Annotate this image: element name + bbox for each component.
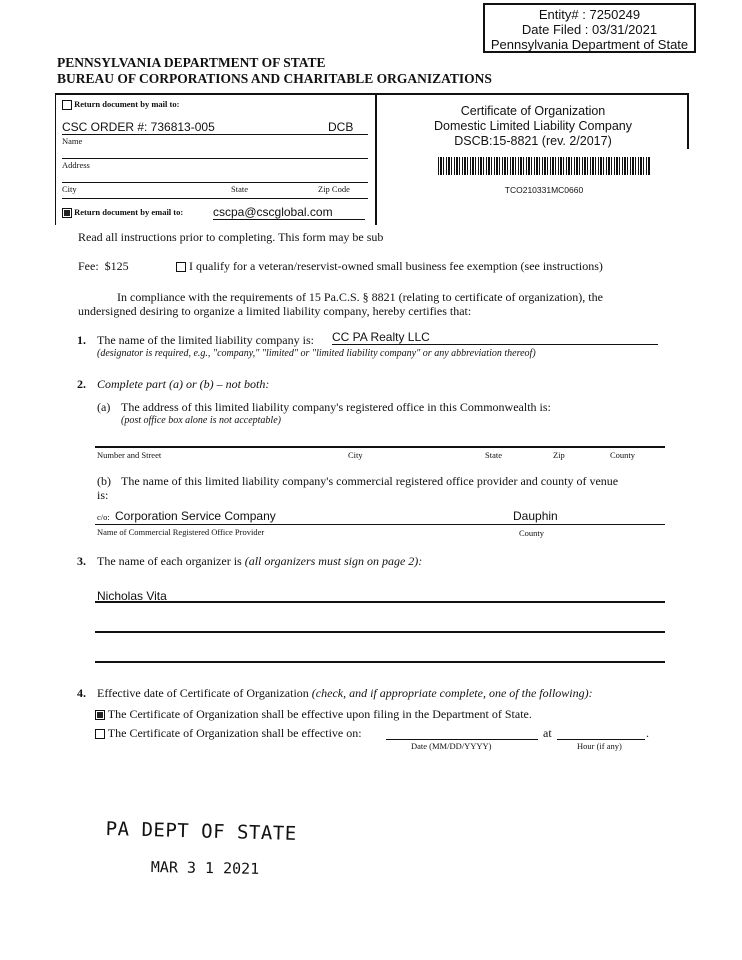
received-stamp-dept: PA DEPT OF STATE	[105, 818, 297, 845]
item3-note: (all organizers must sign on page 2):	[244, 554, 423, 568]
order-name-value[interactable]: CSC ORDER #: 736813-005	[62, 120, 215, 134]
city-label: City	[62, 184, 77, 194]
return-email-checkbox[interactable]	[62, 208, 72, 218]
name-line	[62, 134, 368, 135]
form-title-line1: Certificate of Organization	[460, 104, 606, 118]
period-mark: .	[646, 726, 649, 740]
item2a-note: (post office box alone is not acceptable)	[121, 415, 281, 426]
received-stamp-date: MAR 3 1 2021	[150, 858, 260, 878]
zip-label: Zip Code	[318, 184, 350, 194]
item3-row	[97, 554, 422, 569]
field-number-street: Number and Street	[97, 450, 162, 460]
entity-number: Entity# : 7250249	[538, 7, 641, 22]
office-provider-value[interactable]: Corporation Service Company	[115, 509, 276, 523]
form-title	[377, 104, 689, 149]
item1-text: The name of the limited liability company is:	[97, 333, 314, 347]
effective-date-text: The Certificate of Organization shall be effective on:	[107, 726, 362, 740]
registered-office-line[interactable]	[95, 446, 665, 448]
effective-date-row	[95, 726, 362, 741]
county-label: County	[519, 528, 545, 538]
effective-hour-field[interactable]	[557, 739, 645, 740]
return-email-row	[62, 207, 183, 218]
state-label: State	[231, 184, 248, 194]
filing-stamp	[483, 3, 696, 53]
provider-label: Name of Commercial Registered Office Provider	[97, 527, 265, 537]
name-label: Name	[62, 136, 83, 146]
fee-exemption-checkbox[interactable]	[176, 262, 186, 272]
item1-number: 1.	[77, 333, 86, 347]
item3-text: The name of each organizer is	[97, 554, 242, 568]
at-label: at	[543, 726, 552, 740]
effective-date-checkbox[interactable]	[95, 729, 105, 739]
organizer-name[interactable]: Nicholas Vita	[97, 589, 167, 603]
item2-text: Complete part (a) or (b) – not both:	[97, 377, 270, 391]
return-email-value[interactable]: cscpa@cscglobal.com	[213, 205, 365, 220]
effective-date-field[interactable]	[386, 739, 538, 740]
organizer-line-1[interactable]	[95, 601, 665, 603]
email-top-line	[62, 198, 368, 199]
effective-on-filing-text: The Certificate of Organization shall be effective upon filing in the Department of State.	[107, 707, 532, 721]
fee-label: Fee: $125	[78, 259, 129, 273]
bureau-heading: BUREAU OF CORPORATIONS AND CHARITABLE ORGANIZATIONS	[57, 71, 492, 86]
return-email-label: Return document by email to:	[74, 207, 184, 217]
date-format-label: Date (MM/DD/YYYY)	[411, 741, 492, 751]
item2b-label: (b)	[97, 474, 111, 488]
filing-office: Pennsylvania Department of State	[490, 37, 689, 52]
city-line[interactable]	[62, 182, 368, 183]
item2b-text2: is:	[97, 488, 109, 502]
form-title-line3: DSCB:15-8821 (rev. 2/2017)	[454, 134, 612, 148]
co-label: c/o:	[97, 512, 110, 522]
intro-line1: In compliance with the requirements of 15 Pa.C.S. § 8821 (relating to certificate of organization), the	[117, 290, 603, 304]
intro-line2: undersigned desiring to organize a limited liability company, hereby certifies that:	[78, 304, 472, 318]
field-state: State	[485, 450, 502, 460]
item4-row	[97, 686, 593, 701]
county-value[interactable]: Dauphin	[513, 509, 558, 523]
effective-on-filing-row	[95, 707, 532, 722]
item4-text: Effective date of Certificate of Organization	[97, 686, 309, 700]
item1-note: (designator is required, e.g., "company," "limited" or "limited liability company" or any abbreviation thereof)	[97, 348, 536, 359]
item2b-text1: The name of this limited liability company's commercial registered office provider and county of venue	[121, 474, 619, 488]
effective-on-filing-checkbox[interactable]	[95, 710, 105, 720]
return-mail-checkbox[interactable]	[62, 100, 72, 110]
item2-number: 2.	[77, 377, 86, 391]
field-city: City	[348, 450, 363, 460]
fee-exemption-row	[176, 259, 603, 274]
date-filed: Date Filed : 03/31/2021	[521, 22, 658, 37]
organizer-line-2[interactable]	[95, 631, 665, 633]
item4-number: 4.	[77, 686, 86, 700]
barcode	[438, 157, 650, 175]
llc-name-field[interactable]: CC PA Realty LLC	[332, 330, 658, 345]
item4-note: (check, and if appropriate complete, one of the following):	[311, 686, 593, 700]
address-line[interactable]	[62, 158, 368, 159]
order-code-value: DCB	[328, 120, 354, 134]
item3-number: 3.	[77, 554, 86, 568]
field-zip: Zip	[553, 450, 565, 460]
form-title-line2: Domestic Limited Liability Company	[434, 119, 632, 133]
instructions-text: Read all instructions prior to completing. This form may be sub	[78, 230, 384, 244]
dept-heading: PENNSYLVANIA DEPARTMENT OF STATE	[57, 55, 326, 70]
hour-label: Hour (if any)	[577, 741, 622, 751]
organizer-line-3[interactable]	[95, 661, 665, 663]
return-mail-row	[62, 99, 179, 110]
item2a-text: The address of this limited liability company's registered office in this Commonwealth is:	[121, 400, 551, 414]
provider-line	[95, 524, 665, 525]
item2a-label: (a)	[97, 400, 111, 414]
barcode-text: TCO210331MC0660	[504, 185, 584, 195]
fee-exemption-text: I qualify for a veteran/reservist-owned small business fee exemption (see instructions)	[189, 259, 603, 273]
address-label: Address	[62, 160, 90, 170]
field-county: County	[610, 450, 636, 460]
return-mail-label: Return document by mail to:	[74, 99, 180, 109]
